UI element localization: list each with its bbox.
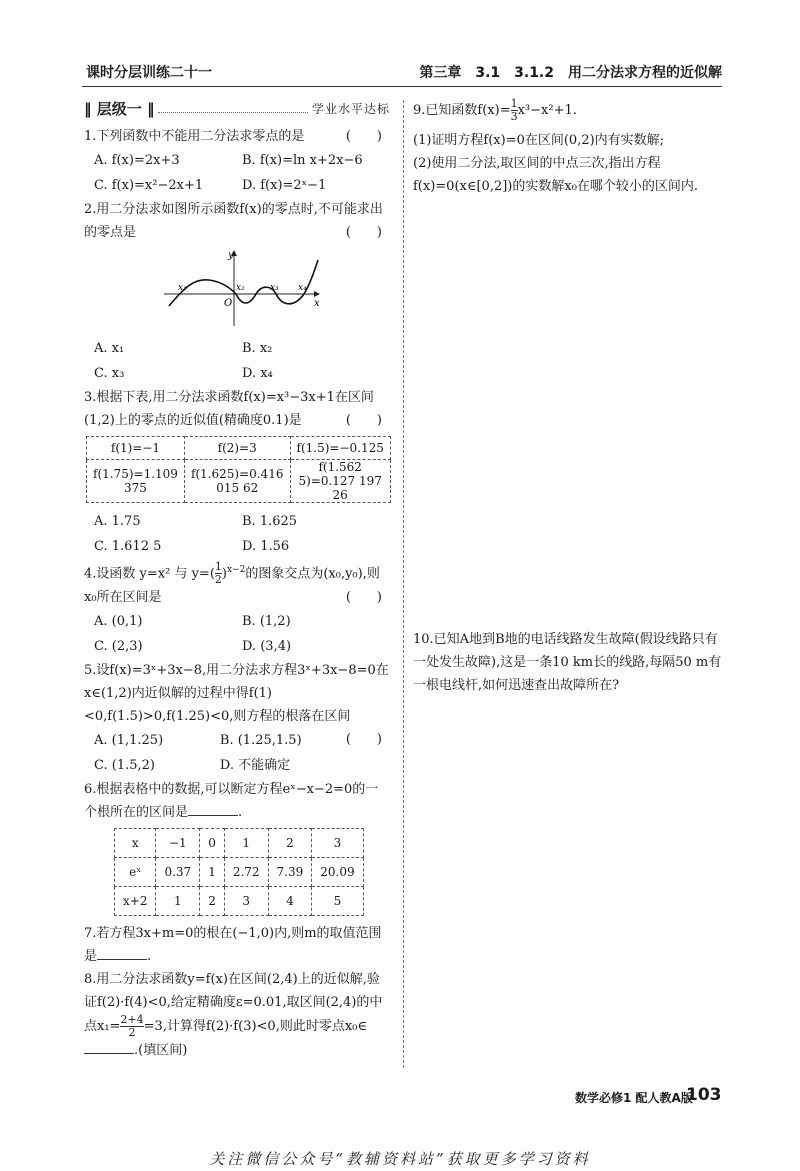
table-cell: 1 bbox=[224, 829, 268, 858]
level-banner bbox=[84, 98, 390, 119]
q3-option-a: A. 1.75 bbox=[94, 514, 141, 529]
table-cell: 7.39 bbox=[268, 858, 312, 887]
answer-paren: ( ) bbox=[345, 590, 382, 606]
watermark: 关注微信公众号“教辅资料站”获取更多学习资料 bbox=[209, 1150, 591, 1168]
q6-table bbox=[114, 828, 364, 916]
q1-stem: 1.下列函数中不能用二分法求零点的是 bbox=[84, 129, 305, 144]
column-divider bbox=[403, 100, 404, 1068]
q5-option-c: C. (1.5,2) bbox=[94, 758, 155, 774]
header-right: 第三章 3.1 3.1.2 用二分法求方程的近似解 bbox=[419, 65, 722, 81]
question-5 bbox=[84, 659, 390, 778]
q2-stem: 2.用二分法求如图所示函数f(x)的零点时,不可能求出的零点是 bbox=[84, 202, 383, 240]
graph-x3-label: x₃ bbox=[270, 283, 279, 293]
q2-option-d: D. x₄ bbox=[242, 366, 273, 381]
table-cell: 2 bbox=[200, 887, 225, 916]
table-cell: 2 bbox=[268, 829, 312, 858]
table-cell: f(2)=3 bbox=[184, 437, 290, 460]
level-title: ‖ 层级一 ‖ bbox=[84, 100, 155, 118]
table-cell: 4 bbox=[268, 887, 312, 916]
q4-stem-a: 4.设函数 y=x² 与 y= bbox=[84, 566, 210, 582]
table-cell: 5 bbox=[312, 887, 363, 916]
q2-option-b: B. x₂ bbox=[242, 341, 273, 356]
table-cell: 2.72 bbox=[224, 858, 268, 887]
question-1 bbox=[84, 125, 390, 198]
graph-x4-label: x₄ bbox=[298, 283, 307, 293]
q8-stem-b: =3,计算得f(2)·f(3)<0,则此时零点x₀∈ bbox=[143, 1019, 367, 1035]
table-row bbox=[115, 829, 364, 858]
question-9 bbox=[413, 98, 723, 198]
graph-y-label: y bbox=[228, 250, 234, 261]
answer-blank bbox=[97, 959, 147, 960]
function-graph bbox=[164, 248, 390, 332]
q4-stem-b: 的图象交点为(x₀,y₀),则x₀所在区间是 bbox=[84, 566, 380, 606]
q5-stem: 5.设f(x)=3ˣ+3x−8,用二分法求方程3ˣ+3x−8=0在x∈(1,2)内近似解的过程中得f(1)<0,f(1.5)>0,f(1.25)<0,则方程的根落在区间 bbox=[84, 663, 389, 725]
table-cell: 3 bbox=[224, 887, 268, 916]
q1-option-b: B. f(x)=ln x+2x−6 bbox=[242, 153, 363, 168]
graph-x-label: x bbox=[314, 298, 320, 309]
q9-part-2: (2)使用二分法,取区间的中点三次,指出方程f(x)=0(x∈[0,2])的实数解x₀在哪个较小的区间内. bbox=[413, 156, 699, 194]
table-cell: f(1)=−1 bbox=[87, 437, 185, 460]
answer-paren: ( ) bbox=[345, 732, 382, 748]
function-graph-svg bbox=[164, 248, 324, 328]
table-cell: 1 bbox=[156, 887, 200, 916]
q2-option-a: A. x₁ bbox=[94, 341, 125, 356]
q9-frac-num: 1 bbox=[510, 97, 518, 110]
question-3 bbox=[84, 386, 390, 559]
header-left: 课时分层训练二十一 bbox=[86, 65, 212, 81]
q4-option-a: A. (0,1) bbox=[94, 614, 143, 630]
question-6: 6.根据表格中的数据,可以断定方程eˣ−x−2=0的一个根所在的区间是 . x −1 0 1 2 3 eˣ 0.37 1 2.72 7.39 20.09 x+2 1 2 3 4 5 bbox=[84, 778, 390, 916]
table-cell: x bbox=[115, 829, 156, 858]
graph-x1-label: x₁ bbox=[178, 283, 187, 293]
answer-blank bbox=[188, 815, 238, 816]
footer-label: 数学必修1 配人教A版 bbox=[575, 1091, 693, 1105]
table-cell: eˣ bbox=[115, 858, 156, 887]
level-dots bbox=[158, 104, 308, 113]
q8-frac-num: 2+4 bbox=[120, 1013, 144, 1027]
q8-stem-c: .(填区间) bbox=[134, 1043, 188, 1059]
table-cell: f(1.562 5)=0.127 197 26 bbox=[290, 460, 390, 503]
q5-option-a: A. (1,1.25) bbox=[94, 733, 164, 749]
q3-stem: 3.根据下表,用二分法求函数f(x)=x³−3x+1在区间(1,2)上的零点的近似值(精确度0.1)是 bbox=[84, 390, 374, 428]
q4-exponent: x−2 bbox=[226, 565, 246, 575]
answer-paren: ( ) bbox=[345, 225, 382, 240]
q4-option-d: D. (3,4) bbox=[242, 639, 292, 655]
q9-stem-a: 9.已知函数f(x)= bbox=[413, 103, 511, 118]
q4-frac-num: 1 bbox=[214, 560, 222, 574]
graph-x2-label: x₂ bbox=[236, 283, 245, 293]
table-cell: f(1.75)=1.109 375 bbox=[87, 460, 185, 503]
q9-stem-b: x³−x²+1. bbox=[517, 103, 577, 118]
question-10 bbox=[413, 628, 723, 697]
table-cell: 1 bbox=[200, 858, 225, 887]
q9-part-1: (1)证明方程f(x)=0在区间(0,2)内有实数解; bbox=[413, 133, 665, 148]
q4-option-b: B. (1,2) bbox=[242, 614, 291, 630]
question-2 bbox=[84, 198, 390, 386]
q8-fraction bbox=[120, 1014, 143, 1039]
q1-option-c: C. f(x)=x²−2x+1 bbox=[94, 178, 204, 193]
q4-option-c: C. (2,3) bbox=[94, 639, 143, 655]
table-row bbox=[87, 460, 391, 503]
q9-fraction bbox=[511, 98, 518, 123]
question-8 bbox=[84, 968, 390, 1062]
table-cell: x+2 bbox=[115, 887, 156, 916]
q4-fraction bbox=[215, 561, 222, 586]
q7-stem: 7.若方程3x+m=0的根在(−1,0)内,则m的取值范围是 bbox=[84, 926, 382, 965]
q9-frac-den: 3 bbox=[510, 110, 518, 123]
table-cell: 20.09 bbox=[312, 858, 363, 887]
q2-option-c: C. x₃ bbox=[94, 366, 125, 381]
table-cell: 3 bbox=[312, 829, 363, 858]
table-cell: 0.37 bbox=[156, 858, 200, 887]
q10-stem: 10.已知A地到B地的电话线路发生故障(假设线路只有一处发生故障),这是一条10 km长的线路,每隔50 m有一根电线杆,如何迅速查出故障所在? bbox=[413, 632, 722, 693]
q6-stem: 6.根据表格中的数据,可以断定方程eˣ−x−2=0的一个根所在的区间是 bbox=[84, 782, 379, 821]
answer-blank bbox=[84, 1053, 134, 1054]
header-rule bbox=[82, 86, 722, 87]
x-axis-arrow bbox=[314, 291, 320, 297]
q3-table bbox=[86, 436, 391, 503]
q5-option-b: B. (1.25,1.5) bbox=[219, 733, 302, 749]
answer-paren: ( ) bbox=[345, 129, 382, 144]
q1-option-a: A. f(x)=2x+3 bbox=[94, 153, 180, 168]
right-column bbox=[413, 97, 723, 693]
q3-option-c: C. 1.612 5 bbox=[94, 539, 162, 554]
question-4: 4.设函数 y=x² 与 y=( $\frac{1}{2}$ )$^{x-2}$的图象交点为(x₀,y₀),则x₀所在区间是 ( ) A. (0,1) B. (1,2) C. (2,3) D. (3,4) bbox=[84, 559, 390, 659]
q5-option-d: D. 不能确定 bbox=[219, 758, 291, 774]
table-row bbox=[115, 858, 364, 887]
left-column bbox=[84, 98, 390, 1062]
q1-option-d: D. f(x)=2ˣ−1 bbox=[242, 178, 327, 193]
q8-stem-a: 8.用二分法求函数y=f(x)在区间(2,4)上的近似解,验证f(2)·f(4)<0,给定精确度ε=0.01,取区间(2,4)的中点x₁= bbox=[84, 972, 383, 1035]
q3-option-d: D. 1.56 bbox=[242, 539, 290, 554]
q4-frac-den: 2 bbox=[214, 573, 222, 587]
table-cell: 0 bbox=[200, 829, 225, 858]
level-tag: 学业水平达标 bbox=[311, 102, 390, 116]
answer-paren: ( ) bbox=[345, 413, 382, 428]
q3-option-b: B. 1.625 bbox=[242, 514, 298, 529]
table-cell: f(1.5)=−0.125 bbox=[290, 437, 390, 460]
table-cell: −1 bbox=[156, 829, 200, 858]
q8-frac-den: 2 bbox=[128, 1026, 136, 1040]
table-cell: f(1.625)=0.416 015 62 bbox=[184, 460, 290, 503]
table-row bbox=[115, 887, 364, 916]
page-number: 103 bbox=[686, 1085, 722, 1105]
graph-origin-label: O bbox=[224, 298, 233, 309]
question-7: 7.若方程3x+m=0的根在(−1,0)内,则m的取值范围是 . bbox=[84, 926, 382, 965]
table-row bbox=[87, 437, 391, 460]
